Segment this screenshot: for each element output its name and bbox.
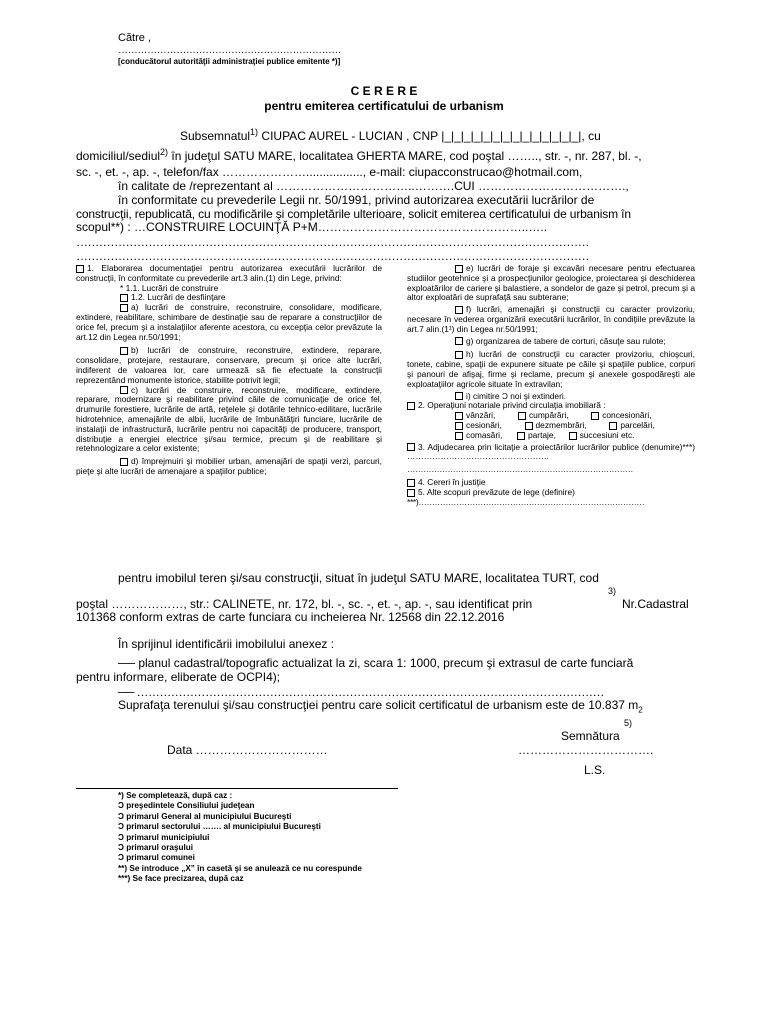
checkbox-purpose-c[interactable] <box>120 386 128 394</box>
purpose-i: i) cimitire Ͻ noi şi extinderi. <box>407 392 695 402</box>
purpose-1-1: * 1.1. Lucrări de construire <box>120 282 219 293</box>
checkbox-comasari[interactable] <box>455 432 463 440</box>
op2-row-1: vânzări, cumpărări, concesionări, <box>407 411 695 421</box>
checkbox-operation-2[interactable] <box>407 402 415 410</box>
purpose-d: d) împrejmuiri şi mobilier urban, amenajări de spaţii verzi, parcuri, pieţe şi alte lucrări de amenajare a spaţiilor publice; <box>76 456 382 476</box>
operation-5-dots: ***)………………………………………………………………………… <box>407 496 645 507</box>
cadastral-label: Nr.Cadastral <box>622 597 689 611</box>
checkbox-operation-4[interactable] <box>407 479 415 487</box>
annex-plan-1: ── planul cadastral/topografic actualizat la zi, scara 1: 1000, precum şi extrasul de carte funciară <box>118 656 634 670</box>
checkbox-partaje[interactable] <box>517 432 525 440</box>
checkbox-operation-5[interactable] <box>407 489 415 497</box>
left-column <box>76 264 382 477</box>
catre-label: Către , <box>118 32 152 44</box>
domicile-address: în judeţul SATU MARE, localitatea GHERTA MARE, cod poştal …….., str. -, nr. 287, bl. -, <box>171 149 642 163</box>
op2-row-2: cesionări, dezmembrări, parcelări, <box>407 421 695 431</box>
ls-label: L.S. <box>584 763 606 777</box>
domiciliul-label: domiciliul/sediul <box>76 149 161 163</box>
property-line-3: 101368 conform extras de carte funciara cu incheierea Nr. 12568 din 22.12.2016 <box>76 610 505 624</box>
operation-5: 5. Alte scopuri prevăzute de lege (definire) <box>407 488 695 498</box>
checkbox-operation-3[interactable] <box>407 443 415 451</box>
checkbox-purpose-i[interactable] <box>455 392 463 400</box>
applicant-name: CIUPAC AUREL - LUCIAN , CNP |_|_|_|_|_|_|_|_|_|_|_|_|_|_|, cu <box>261 129 601 143</box>
note-3: Ͻ primarul General al municipiului Bucureşti <box>118 811 292 821</box>
dots-line-1: ……………………………………………………………………………………………………………………… <box>76 235 590 249</box>
checkbox-dezmembrari[interactable] <box>525 422 533 430</box>
note-5: Ͻ primarul municipiului <box>118 832 210 842</box>
purpose-c: c) lucrări de construire, reconstruire, modificare, extindere, reparare, modernizare şi reabilitare privind căile de comunicaţie de orice fel, drumurile forestiere, lucrările de artă, reţelele şi dotările tehnico-edilitare, lucrările hidrotehnice, amenajările de albii, lucrările de îmbunătăţiri funciare, lucrările de instalaţii de infrastructură, lucrările pentru noi capacităţi de producere, transport, distribuţie a energiei electrice şi/sau termice, precum şi de reabilitare şi retehnologizare a celor existente; <box>76 384 382 454</box>
applicant-line <box>180 128 601 142</box>
representative-line: în calitate de /reprezentant al ……………………………..……….CUI ………………………………., <box>118 179 629 193</box>
note-9: ***) Se face precizarea, după caz <box>118 874 244 884</box>
dots-line-2: ……………………………………………………………………………………………………………………… <box>76 249 590 263</box>
annex-plan-2: pentru informare, eliberate de OCPI4); <box>76 670 281 684</box>
note-8: **) Se introduce „X” în casetă şi se anulează ce nu corespunde <box>118 863 362 873</box>
property-text-2: poştal ………………, str.: CALINETE, nr. 172, bl. -, sc. -, et. -, ap. -, sau identificat prin <box>76 597 533 611</box>
purpose-h: h) lucrări de construcţii cu caracter provizoriu, chioşcuri, tonete, cabine, spaţii de expunere situate pe căile şi spaţiile publice, corpuri şi panouri de afişaj, firme şi reclame, precum şi anexele gospodăreşti ale exploataţiilor agricole situate în extravilan; <box>407 349 695 389</box>
domicile-line <box>76 148 642 162</box>
authority-note: [conducătorul autorităţii administraţiei publice emitente *)] <box>118 57 341 66</box>
note-4: Ͻ primarul sectorului ……. al municipiului Bucureşti <box>118 822 321 832</box>
footnote-2: 2) <box>160 147 169 157</box>
purpose-a: a) lucrări de construire, reconstruire, consolidare, modificare, extindere, reabilitare, schimbare de destinaţie sau de reparare a construcţiilor de orice fel, precum şi a instalaţiilor aferente acestora, cu excepţia celor prevăzute la art.12 din Legea nr.50/1991; <box>76 302 382 342</box>
annex-plan-3: ── …………………………………………………………………………………………………………… <box>118 685 604 699</box>
scope-line: scopul**) : …CONSTRUIRE LOCUINŢĂ P+M……………………………………………..….. <box>76 220 548 234</box>
annex-intro: În sprijinul identificării imobilului anexez : <box>118 637 335 651</box>
note-7: Ͻ primarul comunei <box>118 853 195 863</box>
property-line-2 <box>76 598 532 610</box>
law-line: în conformitate cu prevederile Legii nr. 50/1991, privind autorizarea executării lucrărilor de <box>118 193 595 207</box>
signature-line[interactable]: ……………………………. <box>518 743 654 757</box>
operation-3: 3. Adjudecarea prin licitaţie a proiectărilor lucrărilor publice (denumire)***) …………………………………………… <box>407 441 695 462</box>
checkbox-cesionari[interactable] <box>455 422 463 430</box>
footnote-3: 3) <box>608 586 617 596</box>
checkbox-cumparari[interactable] <box>518 412 526 420</box>
right-column <box>407 264 695 507</box>
purpose-1-2: 1.2. Lucrări de desfiinţare <box>76 293 382 303</box>
purpose-f: f) lucrări, amenajări şi construcţii cu caracter provizoriu, necesare în vederea organizării executării lucrărilor, în condiţiile prevăzute la art.7 alin.(1¹) din Legea nr.50/1991; <box>407 304 695 334</box>
catre-line: …………………………………………………………… <box>118 45 342 56</box>
signature-label: Semnătura <box>561 729 620 743</box>
note-2: Ͻ preşedintele Consiliului judeţean <box>118 801 255 811</box>
checkbox-purpose-h[interactable] <box>455 351 463 359</box>
checkbox-parcelari[interactable] <box>609 422 617 430</box>
contact-line: sc. -, et. -, ap. -, telefon/fax …………………................., e-mail: ciupacconstrucao@hotmail.com, <box>76 165 583 179</box>
operation-2: 2. Operaţiuni notariale privind circulaţia imobiliară : <box>407 401 695 411</box>
checkbox-vanzari[interactable] <box>455 412 463 420</box>
checkbox-purpose-b[interactable] <box>120 347 128 355</box>
operation-4: 4. Cereri în justiţie <box>407 478 695 488</box>
checkbox-purpose-1[interactable] <box>76 265 84 273</box>
purpose-e: e) lucrări de foraje şi excavări necesare pentru efectuarea studiilor geotehnice şi a prospecţiunilor geologice, proiectarea şi deschiderea exploatărilor de cariere şi balastiere, a sondelor de gaze şi petrol, precum şi a altor exploatări de suprafaţă sau subterane; <box>407 263 695 303</box>
date-field[interactable]: Data …………………………… <box>167 743 328 757</box>
title-subtitle: pentru emiterea certificatului de urbanism <box>264 99 504 113</box>
checkbox-purpose-f[interactable] <box>455 306 463 314</box>
checkbox-succesiuni[interactable] <box>569 432 577 440</box>
property-text-1: pentru imobilul teren şi/sau construcţii, situat în judeţul SATU MARE, localitatea TURT, cod <box>118 571 599 585</box>
law-line-2: construcţii, republicată, cu modificările şi completările ulterioare, solicit emiterea certificatului de urbanism în <box>76 207 631 221</box>
footnotes <box>118 791 376 885</box>
checkbox-purpose-e[interactable] <box>455 265 463 273</box>
footnote-1: 1) <box>250 127 259 137</box>
op2-row-3: comasări, partaje, succesiuni etc. <box>407 431 695 441</box>
footnote-5: 5) <box>624 718 633 728</box>
square-sub: 2 <box>638 705 643 715</box>
surface-line <box>118 699 643 714</box>
checkbox-purpose-g[interactable] <box>455 337 463 345</box>
property-line-1 <box>118 572 599 584</box>
title-cerere: C E R E R E <box>350 84 418 98</box>
purpose-g: g) organizarea de tabere de corturi, căsuţe sau rulote; <box>407 337 695 347</box>
checkbox-purpose-a[interactable] <box>120 304 128 312</box>
checkbox-purpose-1-2[interactable] <box>120 294 128 302</box>
note-6: Ͻ primarul oraşului <box>118 843 194 853</box>
checkbox-purpose-d[interactable] <box>120 458 128 466</box>
operation-3-dots: ………………………………………………………………………… <box>407 464 634 475</box>
surface-text: Suprafaţa terenului şi/sau construcţiei pentru care solicit certificatul de urbanism este de 10.837 m <box>118 698 639 712</box>
checkbox-concesionari[interactable] <box>591 412 599 420</box>
subsemnatul-label: Subsemnatul <box>180 129 251 143</box>
note-1: *) Se completează, după caz : <box>118 791 233 800</box>
purpose-b: b) lucrări de construire, reconstruire, extindere, reparare, consolidare, protejare, restaurare, conservare, precum şi orice alte lucrări, indiferent de valoarea lor, care urmează să fie efectuate la construcţii reprezentând monumente istorice, stabilite potrivit legii; <box>76 345 382 385</box>
footnote-divider <box>76 788 398 789</box>
purpose-1: 1. Elaborarea documentaţiei pentru autorizarea executării lucrărilor de construcţii, în conformitate cu prevederile art.3 alin.(1) din Lege, privind: <box>76 263 382 283</box>
